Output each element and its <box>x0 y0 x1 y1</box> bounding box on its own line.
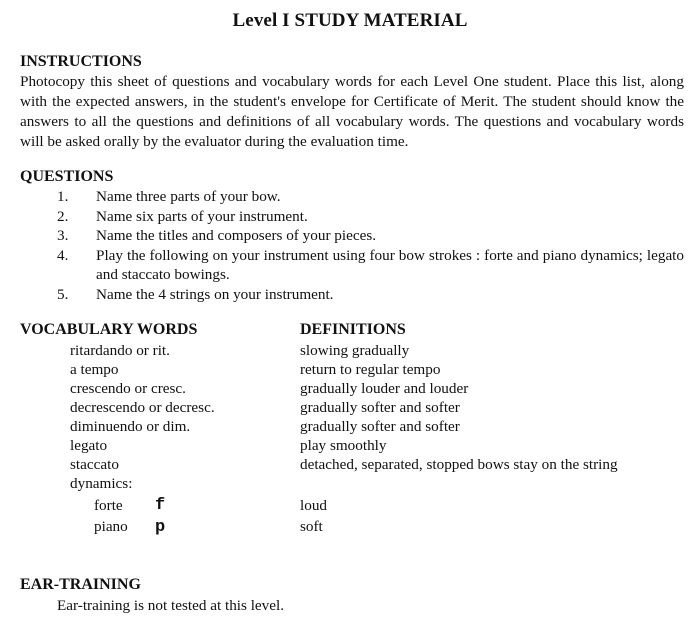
instructions-text: Photocopy this sheet of questions and vocabulary words for each Level One student. Place this list, along with the expected answers, in the student's envelope for Certificate of Merit. The student should know the answers to all the questions and definitions of all vocabulary words. The questions and vocabulary words will be asked orally by the evaluator during the evaluation time. <box>20 73 684 150</box>
question-item <box>20 285 684 305</box>
question-number: 1. <box>57 188 69 205</box>
questions-list <box>20 187 684 304</box>
question-text: Name the titles and composers of your pieces. <box>96 227 377 244</box>
question-item <box>20 246 684 285</box>
dynamics-label: dynamics: <box>70 475 133 492</box>
question-item <box>20 187 684 207</box>
vocab-word: legato <box>70 437 108 454</box>
question-item <box>20 207 684 227</box>
vocab-definition: detached, separated, stopped bows stay on the string <box>300 456 618 473</box>
vocab-definition: gradually louder and louder <box>300 380 469 397</box>
vocab-definition: slowing gradually <box>300 342 410 359</box>
vocab-word: diminuendo or dim. <box>70 418 191 435</box>
vocab-word: a tempo <box>70 361 119 378</box>
question-text: Play the following on your instrument using four bow strokes : forte and piano dynamics; legato and staccato bowings. <box>96 246 684 283</box>
page-title: Level I STUDY MATERIAL <box>232 10 468 31</box>
dynamics-word: forte <box>94 497 123 514</box>
vocab-word: decrescendo or decresc. <box>70 399 215 416</box>
dynamics-definition: loud <box>300 497 328 514</box>
question-number: 4. <box>57 246 69 264</box>
question-number: 5. <box>57 285 69 303</box>
question-number: 2. <box>57 207 69 225</box>
dynamics-definition: soft <box>300 518 323 535</box>
vocabulary-heading: VOCABULARY WORDS <box>20 321 198 338</box>
vocab-word: crescendo or cresc. <box>70 380 186 397</box>
ear-training-text: Ear-training is not tested at this level. <box>57 597 285 614</box>
ear-training-heading: EAR-TRAINING <box>20 576 141 593</box>
questions-heading: QUESTIONS <box>20 168 114 185</box>
forte-symbol: f <box>155 496 166 515</box>
question-text: Name the 4 strings on your instrument. <box>96 285 334 303</box>
question-text: Name six parts of your instrument. <box>96 207 308 225</box>
vocab-definition: play smoothly <box>300 437 387 454</box>
definitions-heading: DEFINITIONS <box>300 321 406 338</box>
piano-symbol: p <box>155 518 166 537</box>
vocab-definition: return to regular tempo <box>300 361 441 378</box>
dynamics-word: piano <box>94 518 128 535</box>
vocab-word: staccato <box>70 456 119 473</box>
vocab-word: ritardando or rit. <box>70 342 170 359</box>
question-number: 3. <box>57 227 69 244</box>
question-text: Name three parts of your bow. <box>96 188 281 205</box>
instructions-heading: INSTRUCTIONS <box>20 53 142 70</box>
question-item <box>20 226 684 246</box>
vocab-definition: gradually softer and softer <box>300 399 460 416</box>
vocab-definition: gradually softer and softer <box>300 418 460 435</box>
